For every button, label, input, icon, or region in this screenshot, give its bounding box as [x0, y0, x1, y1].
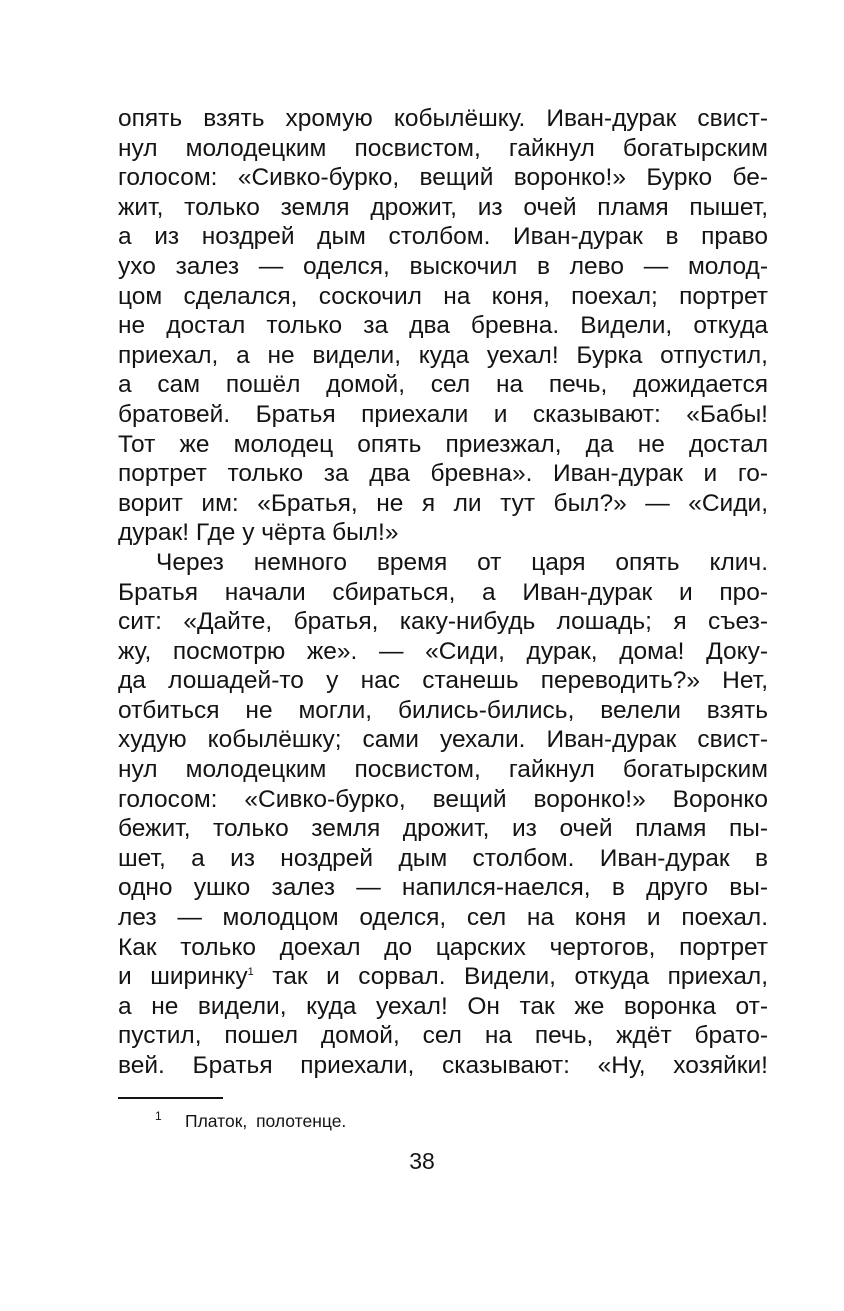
text-line: Тот же молодец опять приезжал, да не достал: [118, 430, 768, 458]
text-line: отбиться не могли, бились-бились, велели взять: [118, 696, 768, 724]
footnote: 1 Платок, полотенце.: [155, 1109, 347, 1131]
text-line: шет, а из ноздрей дым столбом. Иван-дурак в: [118, 844, 768, 872]
text-line: сит: «Дайте, братья, каку-нибудь лошадь; я съез-: [118, 608, 768, 636]
text-fragment: и ширинку: [118, 963, 248, 991]
text-line: цом сделался, соскочил на коня, поехал; портрет: [118, 282, 768, 310]
text-line: опять взять хромую кобылёшку. Иван-дурак свист-: [118, 105, 768, 132]
paragraph-1: [118, 104, 768, 548]
page-number: 38: [409, 1148, 435, 1174]
text-line: худую кобылёшку; сами уехали. Иван-дурак свист-: [118, 726, 768, 754]
text-line: Как только доехал до царских чертогов, портрет: [118, 933, 768, 961]
text-line: а сам пошёл домой, сел на печь, дожидается: [118, 371, 768, 399]
footnote-text: Платок, полотенце.: [185, 1111, 347, 1131]
text-line: голосом: «Сивко-бурко, вещий воронко!» Бурко бе-: [118, 164, 768, 192]
text-line: приехал, а не видели, куда уехал! Бурка отпустил,: [118, 341, 768, 369]
text-fragment: так и сорвал. Видели, откуда приехал,: [253, 963, 768, 991]
text-line-with-footnote: [118, 962, 768, 992]
text-line: вей. Братья приехали, сказывают: «Ну, хозяйки!: [118, 1052, 768, 1079]
text-line: жу, посмотрю же». — «Сиди, дурак, дома! Доку-: [118, 637, 768, 665]
text-line: портрет только за два бревна». Иван-дурак и го-: [118, 460, 768, 488]
text-line: не достал только за два бревна. Видели, откуда: [118, 312, 768, 340]
text-line: голосом: «Сивко-бурко, вещий воронко!» Воронко: [118, 785, 768, 813]
text-line: нул молодецким посвистом, гайкнул богатырским: [118, 756, 768, 784]
body-text: [118, 104, 768, 1081]
text-line: братовей. Братья приехали и сказывают: «Бабы!: [118, 400, 768, 428]
text-line: а не видели, куда уехал! Он так же воронка от-: [118, 992, 768, 1020]
text-line: лез — молодцом оделся, сел на коня и поехал.: [118, 904, 768, 932]
paragraph-2: [118, 548, 768, 1081]
text-line: одно ушко залез — напился-наелся, в друго вы-: [118, 874, 768, 902]
text-line: дурак! Где у чёрта был!»: [118, 519, 399, 547]
text-line: пустил, пошел домой, сел на печь, ждёт брато-: [118, 1022, 768, 1050]
text-line: бежит, только земля дрожит, из очей пламя пы-: [118, 815, 768, 843]
footnote-divider: [118, 1097, 223, 1099]
text-line: ухо залез — оделся, выскочил в лево — молод-: [118, 252, 768, 280]
text-line: Братья начали сбираться, а Иван-дурак и про-: [118, 578, 768, 606]
text-line: Через немного время от царя опять клич.: [156, 548, 768, 576]
text-line: нул молодецким посвистом, гайкнул богатырским: [118, 134, 768, 162]
footnote-reference: 1: [247, 966, 254, 979]
text-line: а из ноздрей дым столбом. Иван-дурак в право: [118, 223, 768, 251]
text-line: ворит им: «Братья, не я ли тут был?» — «Сиди,: [118, 489, 768, 517]
text-line: жит, только земля дрожит, из очей пламя пышет,: [118, 193, 768, 221]
text-line: да лошадей-то у нас станешь переводить?» Нет,: [118, 667, 768, 695]
